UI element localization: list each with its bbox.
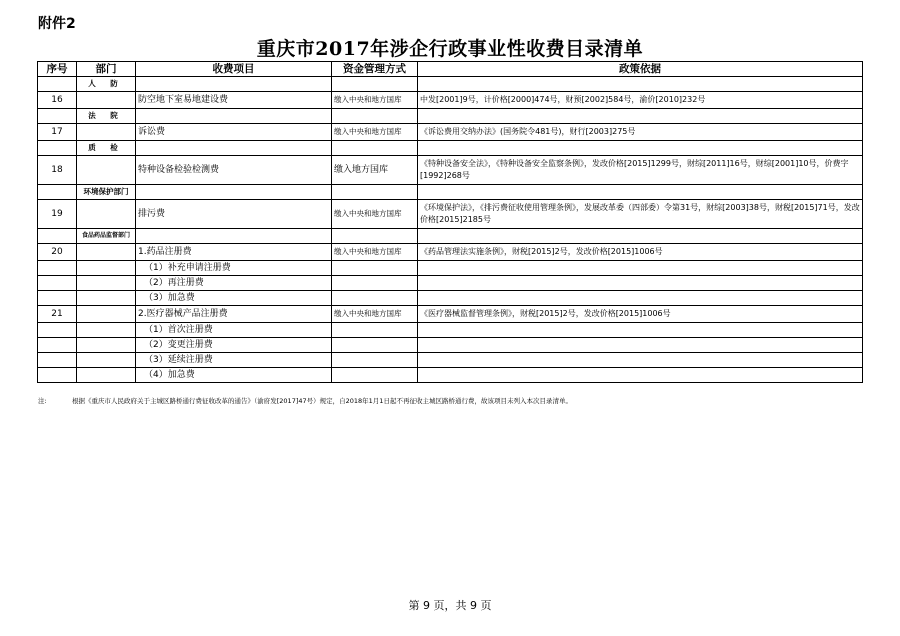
row-item: 特种设备检验检测费: [136, 156, 332, 185]
page-title: 重庆市2017年涉企行政事业性收费目录清单: [256, 38, 644, 60]
dept-row: [38, 141, 863, 156]
dept-name: 环境保护部门: [77, 185, 136, 200]
dept-name: 质 检: [77, 141, 136, 156]
footnote-text: 根据《重庆市人民政府关于主城区路桥通行费征收改革的通告》（渝府发[2017]47号）规定，自2018年1月1日起不再征收主城区路桥通行费，故该项目未列入本次目录清单。: [72, 397, 572, 405]
row-subitem: （4）加急费: [136, 368, 332, 383]
row-no: 21: [38, 306, 77, 323]
row-basis: 中发[2001]9号，计价格[2000]474号，财预[2002]584号，渝价[2010]232号: [418, 92, 863, 109]
row-basis: 《医疗器械监督管理条例》，财税[2015]2号，发改价格[2015]1006号: [418, 306, 863, 323]
table-row: [38, 156, 863, 185]
row-basis: 《诉讼费用交纳办法》(国务院令481号)，财行[2003]275号: [418, 124, 863, 141]
row-fund: 缴入中央和地方国库: [332, 244, 418, 261]
row-item: 防空地下室易地建设费: [136, 92, 332, 109]
table-row: [38, 338, 863, 353]
row-fund: 缴入中央和地方国库: [332, 124, 418, 141]
table-row: [38, 124, 863, 141]
dept-row: [38, 109, 863, 124]
page-number: 第 9 页，共 9 页: [408, 599, 492, 612]
table-row: [38, 368, 863, 383]
table-row: [38, 276, 863, 291]
row-fund: 缴入中央和地方国库: [332, 306, 418, 323]
row-fund: 缴入中央和地方国库: [332, 92, 418, 109]
header-item: 收费项目: [136, 62, 332, 77]
header-dept: 部门: [77, 62, 136, 77]
table-row: [38, 291, 863, 306]
row-subitem: （1）首次注册费: [136, 323, 332, 338]
row-basis: 《特种设备安全法》，《特种设备安全监察条例》，发改价格[2015]1299号，财综[2011]16号，财综[2001]10号，价费字[1992]268号: [418, 156, 863, 185]
row-basis: 《环境保护法》，《排污费征收使用管理条例》，发展改革委（四部委）令第31号，财综[2003]38号，财税[2015]71号，发改价格[2015]2185号: [418, 200, 863, 229]
table-row: [38, 261, 863, 276]
header-basis: 政策依据: [418, 62, 863, 77]
row-item: 排污费: [136, 200, 332, 229]
row-subitem: （2）变更注册费: [136, 338, 332, 353]
row-no: 18: [38, 156, 77, 185]
dept-row: [38, 185, 863, 200]
header-no: 序号: [38, 62, 77, 77]
row-no: 17: [38, 124, 77, 141]
table-row: [38, 353, 863, 368]
row-subitem: （1）补充申请注册费: [136, 261, 332, 276]
row-item: 2.医疗器械产品注册费: [136, 306, 332, 323]
dept-name: 法 院: [77, 109, 136, 124]
row-fund: 缴入中央和地方国库: [332, 200, 418, 229]
table-row: [38, 200, 863, 229]
dept-row: [38, 229, 863, 244]
table-row: [38, 306, 863, 323]
dept-name: 人 防: [77, 77, 136, 92]
footnote: [38, 396, 572, 405]
row-fund: 缴入地方国库: [332, 156, 418, 185]
dept-row: [38, 77, 863, 92]
attachment-label: 附件2: [38, 16, 76, 32]
footnote-label: 注:: [38, 397, 47, 405]
row-item: 诉讼费: [136, 124, 332, 141]
table-row: [38, 92, 863, 109]
dept-name: 食品药品监督部门: [77, 229, 136, 244]
row-no: 16: [38, 92, 77, 109]
row-subitem: （3）延续注册费: [136, 353, 332, 368]
row-no: 19: [38, 200, 77, 229]
row-subitem: （3）加急费: [136, 291, 332, 306]
fee-table: [37, 61, 863, 383]
row-no: 20: [38, 244, 77, 261]
table-header-row: [38, 62, 863, 77]
header-fund: 资金管理方式: [332, 62, 418, 77]
row-item: 1.药品注册费: [136, 244, 332, 261]
row-subitem: （2）再注册费: [136, 276, 332, 291]
table-row: [38, 323, 863, 338]
row-basis: 《药品管理法实施条例》，财税[2015]2号，发改价格[2015]1006号: [418, 244, 863, 261]
table-row: [38, 244, 863, 261]
